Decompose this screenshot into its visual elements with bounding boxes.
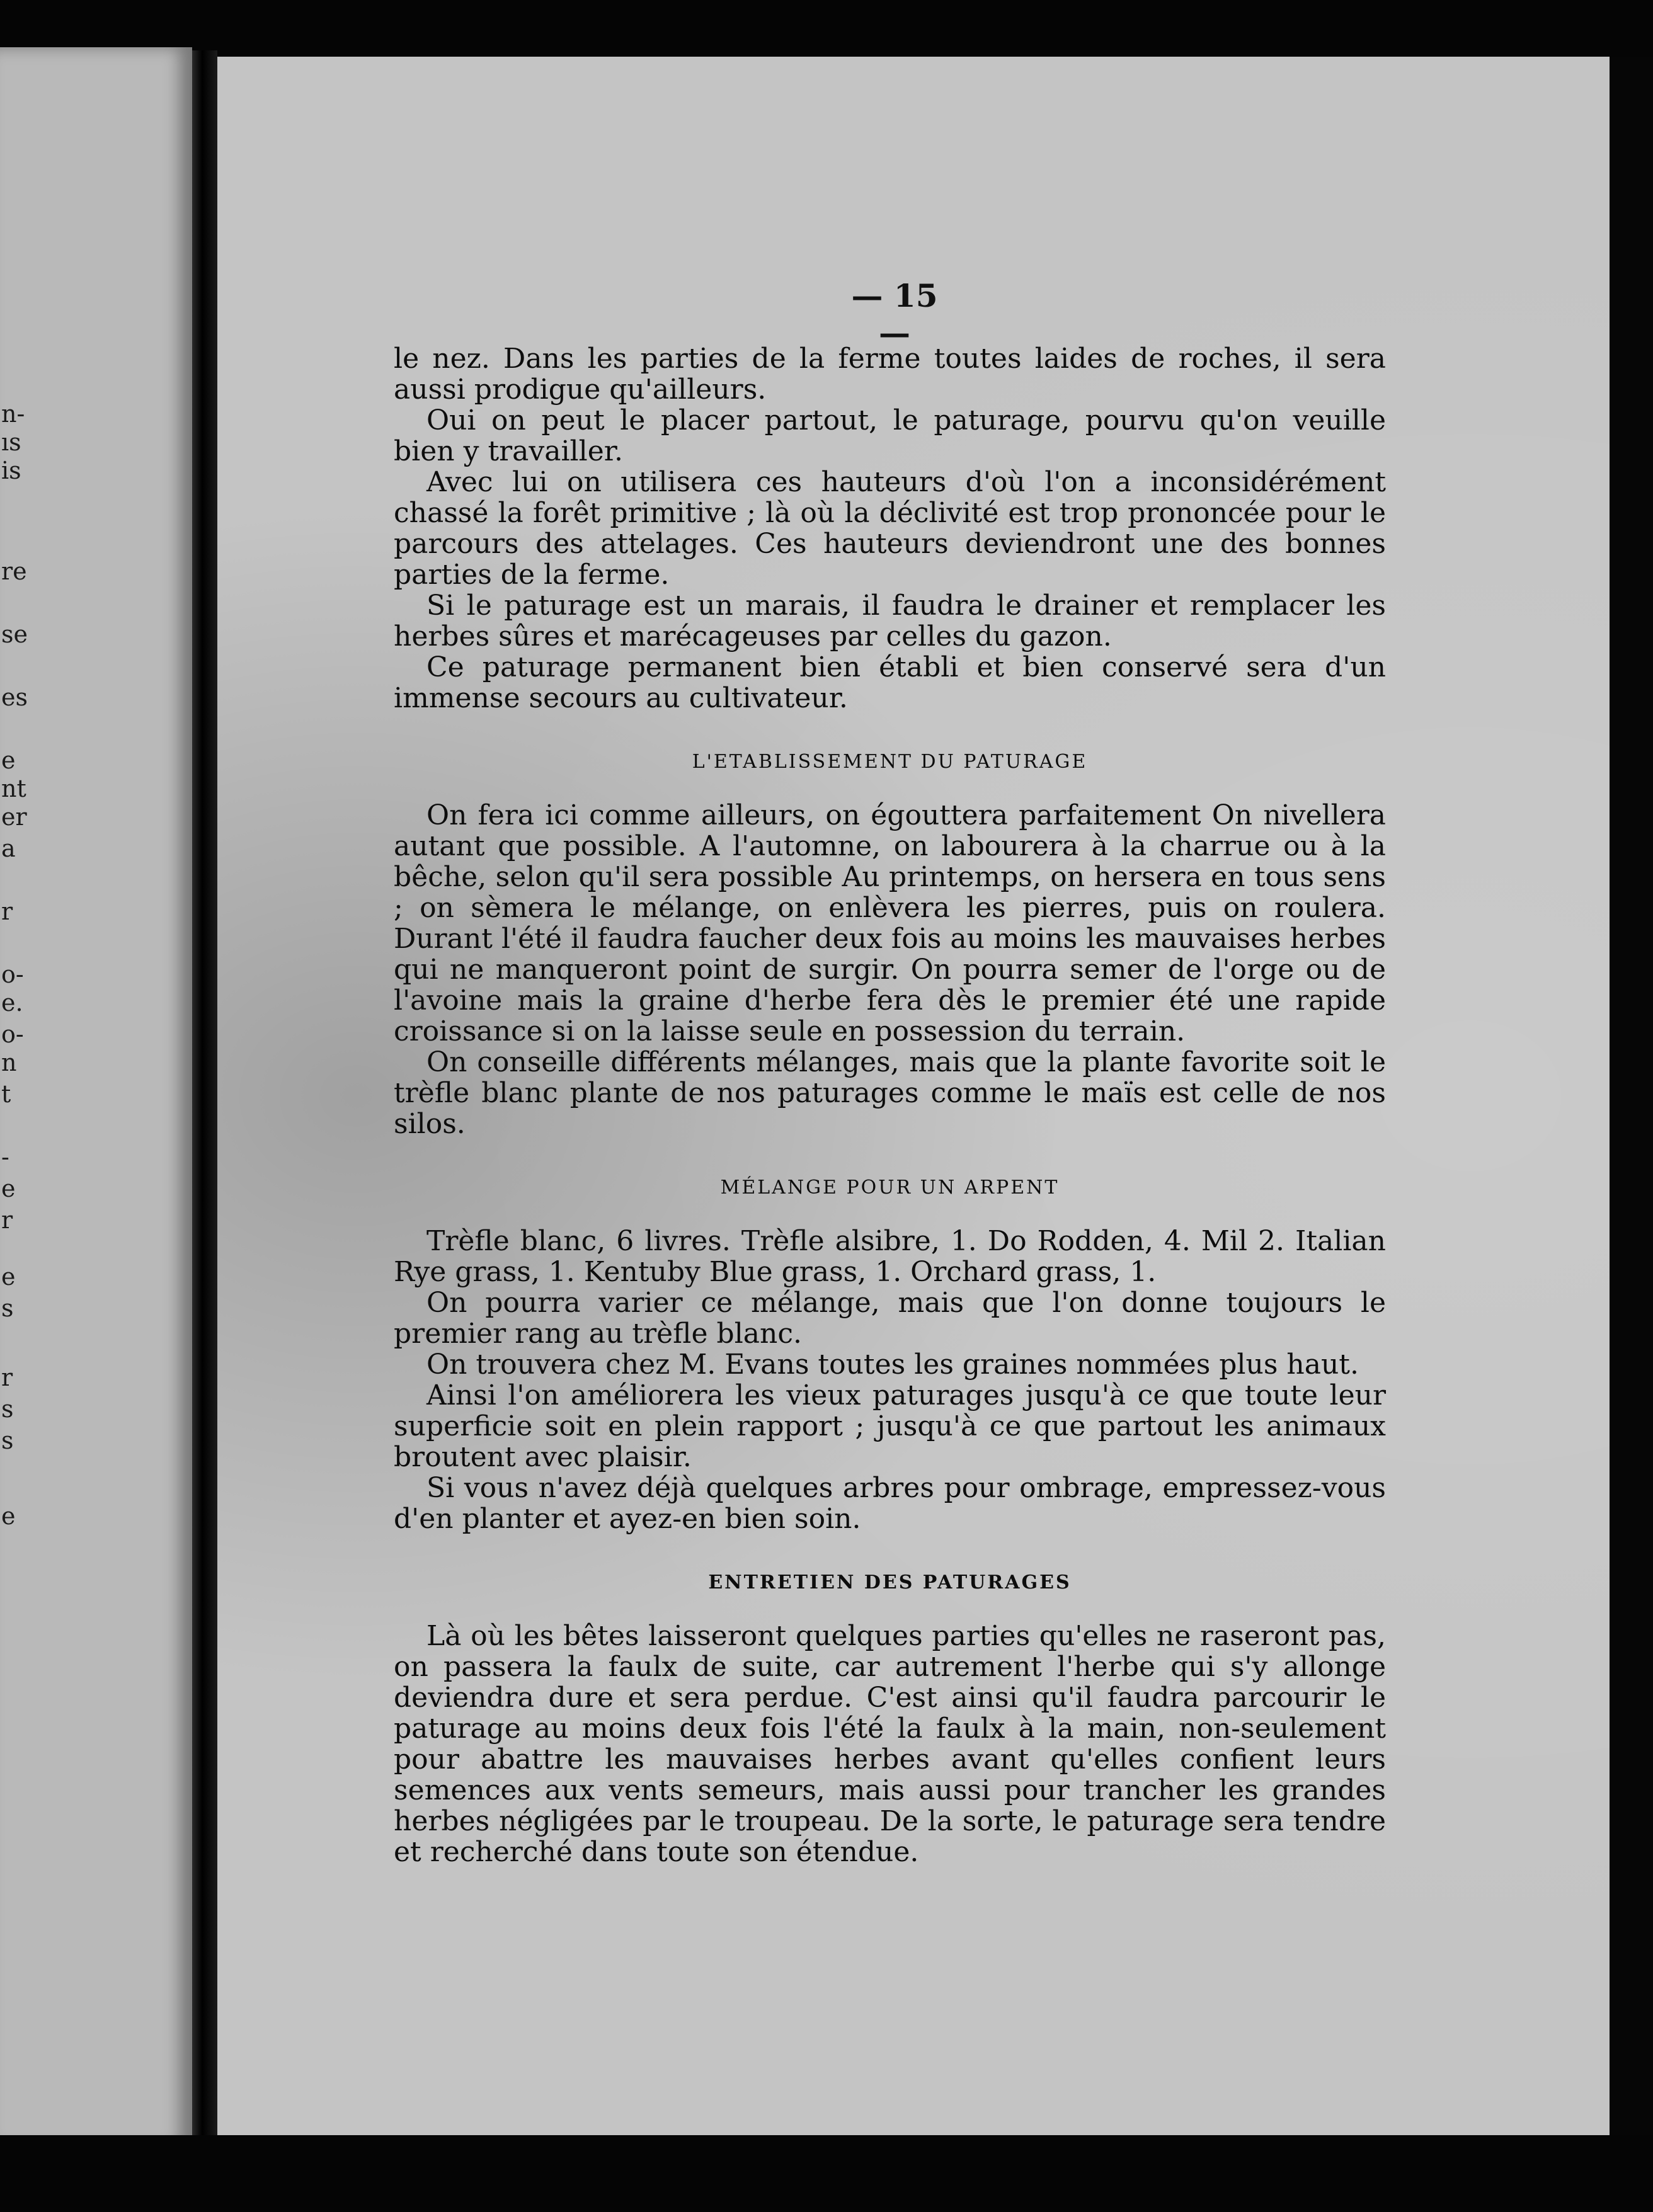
left-fragment: n: [1, 1049, 17, 1076]
paragraph: Ce paturage permanent bien établi et bien conservé sera d'un immense secours au cultivateur.: [394, 651, 1386, 714]
scan-border-top: [0, 0, 1653, 44]
left-fragment: s: [1, 1294, 14, 1322]
left-fragment: o-: [1, 961, 24, 988]
paragraph: Trèfle blanc, 6 livres. Trèfle alsibre, 1. Do Rodden, 4. Mil 2. Italian Rye grass, 1. Kentuby Blue grass, 1. Orchard grass, 1.: [394, 1225, 1386, 1288]
left-fragment: e: [1, 1175, 16, 1202]
left-fragment: is: [1, 457, 21, 484]
paragraph: On conseille différents mélanges, mais que la plante favorite soit le trèfle blanc plante de nos paturages comme le maïs est celle de nos silos.: [394, 1046, 1386, 1140]
left-fragment: n-: [1, 400, 25, 428]
paragraph: On trouvera chez M. Evans toutes les graines nommées plus haut.: [426, 1348, 1359, 1381]
section-heading: ENTRETIEN DES PATURAGES: [708, 1571, 1072, 1593]
paragraph: Si le paturage est un marais, il faudra le drainer et remplacer les herbes sûres et marécageuses par celles du gazon.: [394, 590, 1386, 653]
left-fragment: se: [1, 620, 28, 648]
paragraph: Ainsi l'on améliorera les vieux paturages jusqu'à ce que toute leur superficie soit en plein rapport ; jusqu'à ce que partout les animaux broutent avec plaisir.: [394, 1379, 1386, 1473]
paragraph: Oui on peut le placer partout, le paturage, pourvu qu'on veuille bien y travailler.: [394, 404, 1386, 467]
left-fragment: s: [1, 1395, 14, 1423]
paragraph: le nez. Dans les parties de la ferme toutes laides de roches, il sera aussi prodigue qu'ailleurs.: [394, 343, 1386, 406]
paragraph: Avec lui on utilisera ces hauteurs d'où l'on a inconsidérément chassé la forêt primitive ; là où la déclivité est trop prononcée pour le parcours des attelages. Ces hauteurs deviendront une des bonnes parties de la ferme.: [394, 466, 1386, 591]
left-fragment: e.: [1, 989, 23, 1017]
left-page: [0, 47, 192, 2148]
paragraph: On pourra varier ce mélange, mais que l'on donne toujours le premier rang au trèfle blanc.: [394, 1287, 1386, 1350]
left-fragment: es: [1, 683, 28, 711]
left-fragment: s: [1, 1427, 14, 1454]
left-fragment: nt: [1, 775, 26, 802]
page-body: [394, 343, 1386, 1867]
section-heading: MÉLANGE POUR UN ARPENT: [720, 1177, 1060, 1199]
left-fragment: o-: [1, 1020, 24, 1048]
paragraph: Là où les bêtes laisseront quelques parties qu'elles ne raseront pas, on passera la faulx de suite, car autrement l'herbe qui s'y allonge deviendra dure et sera perdue. C'est ainsi qu'il faudra parcourir le paturage au moins deux fois l'été la faulx à la main, non-seulement pour abattre les mauvaises herbes avant qu'elles confient leurs semences aux vents semeurs, mais aussi pour trancher les grandes herbes négligées par le troupeau. De la sorte, le paturage sera tendre et recherché dans toute son étendue.: [394, 1620, 1386, 1868]
section-heading: L'ETABLISSEMENT DU PATURAGE: [692, 751, 1088, 773]
scan-border-bottom: [0, 2135, 1653, 2212]
left-fragment: -: [1, 1143, 9, 1171]
left-fragment: r: [1, 1206, 13, 1234]
left-page-fragments: [0, 47, 38, 2148]
left-fragment: er: [1, 803, 27, 831]
left-fragment: e: [1, 1502, 16, 1530]
left-fragment: r: [1, 898, 13, 925]
left-fragment: re: [1, 557, 27, 585]
left-fragment: e: [1, 1263, 16, 1291]
left-fragment: a: [1, 835, 16, 862]
book-gutter: [192, 50, 217, 2154]
page-number: — 15 —: [851, 277, 938, 351]
paragraph: On fera ici comme ailleurs, on égouttera parfaitement On nivellera autant que possible. A l'automne, on labourera à la charrue ou à la bêche, selon qu'il sera possible Au printemps, on hersera en tous sens ; on sèmera le mélange, on enlèvera les pierres, puis on roulera. Durant l'été il faudra faucher deux fois au moins les mauvaises herbes qui ne manqueront point de surgir. On pourra semer de l'orge ou de l'avoine mais la graine d'herbe fera dès le premier été une rapide croissance si on la laisse seule en possession du terrain.: [394, 799, 1386, 1047]
left-fragment: t: [1, 1080, 11, 1108]
left-fragment: ıs: [1, 428, 21, 456]
left-fragment: e: [1, 746, 16, 774]
scan-border-right: [1610, 57, 1653, 2135]
left-fragment: r: [1, 1364, 13, 1391]
paragraph: Si vous n'avez déjà quelques arbres pour ombrage, empressez-vous d'en planter et ayez-en bien soin.: [394, 1472, 1386, 1535]
